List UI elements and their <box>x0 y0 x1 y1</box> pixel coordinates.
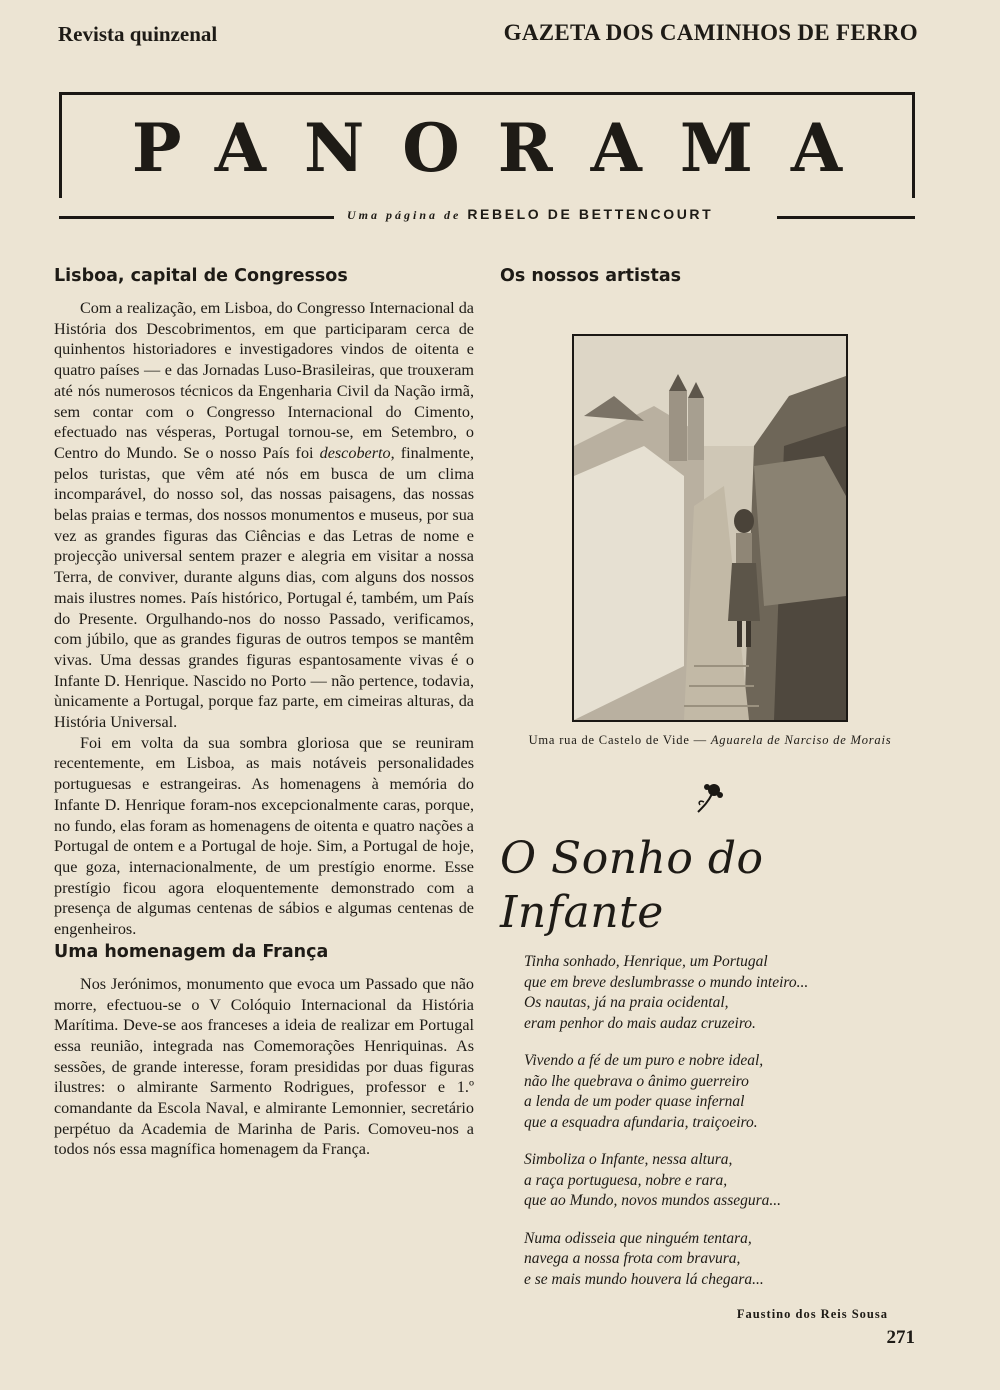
watercolor-illustration <box>572 334 848 722</box>
poem-line: não lhe quebrava o ânimo guerreiro <box>524 1072 749 1090</box>
magazine-title: GAZETA DOS CAMINHOS DE FERRO <box>503 20 918 45</box>
poem-title: O Sonho do Infante <box>500 833 764 938</box>
byline-rule-right <box>777 216 915 219</box>
caption-text: Uma rua de Castelo de Vide — <box>528 733 711 747</box>
panorama-banner <box>59 92 915 198</box>
section-heading-artistas: Os nossos artistas <box>500 266 682 286</box>
paragraph-italic: descoberto <box>319 443 391 462</box>
page-number: 271 <box>886 1327 915 1348</box>
poem-line: Numa odisseia que ninguém tentara, <box>524 1229 752 1247</box>
poem-line: que a esquadra afundaria, traiçoeiro. <box>524 1113 758 1131</box>
poem-line: Os nautas, já na praia ocidental, <box>524 994 729 1011</box>
flower-ornament-icon <box>690 778 730 818</box>
poem-author: Faustino dos Reis Sousa <box>736 1307 888 1321</box>
poem-stanza <box>524 952 920 1034</box>
poem-line: navega a nossa frota com bravura, <box>524 1250 741 1267</box>
poem-line: Tinha sonhado, Henrique, um Portugal <box>524 953 768 970</box>
byline-row <box>59 206 915 226</box>
right-column <box>500 264 920 1322</box>
byline-lead: Uma página de <box>347 208 462 222</box>
article-paragraph <box>54 298 474 733</box>
article-paragraph: Foi em volta da sua sombra gloriosa que se reuniram recentemente, em Lisboa, as mais notáveis personalidades portuguesas e estrangeiras. As homenagens à memória do Infante D. Henrique foram-nos excepcionalmente caras, porque, no fundo, elas foram as homenagens de oitenta e quatro nações a Portugal de ontem e a Portugal de hoje. Sim, a Portugal de hoje, que goza, internacionalmente, de um prestígio enorme. Esse prestígio ficou agora eloquentemente demonstrado com a presença de algumas centenas de sábios e algumas centenas de engenheiros. <box>54 733 474 939</box>
paragraph-text: Com a realização, em Lisboa, do Congresso Internacional da História dos Descobrimentos, em que participaram cerca de quinhentos historiadores e investigadores vindos de oitenta e quatro países — e das Jornadas Luso-Brasileiras, que trouxeram até nós numerosos técnicos da Engenharia Civil da Nação irmã, sem contar com o Congresso Internacional do Cimento, efectuado nas vésperas, Portugal tornou-se, em Setembro, o Centro do Mundo. Se o nosso País foi <box>54 299 474 462</box>
caption-italic: Aguarela de Narciso de Morais <box>710 733 892 747</box>
byline <box>347 206 713 224</box>
poem-stanza <box>524 1051 920 1133</box>
magazine-frequency: Revista quinzenal <box>58 22 218 46</box>
poem-body <box>524 952 920 1290</box>
illustration-caption <box>500 732 920 748</box>
poem-line: e se mais mundo houvera lá chegara... <box>524 1270 764 1288</box>
street-scene-image <box>574 336 846 720</box>
byline-rule-left <box>59 216 334 219</box>
poem-stanza <box>524 1150 920 1212</box>
section-heading-lisboa: Lisboa, capital de Congressos <box>54 266 348 286</box>
poem-line: que ao Mundo, novos mundos assegura... <box>524 1192 782 1209</box>
banner-title: PANORAMA <box>131 109 881 187</box>
section-heading-franca: Uma homenagem da França <box>54 941 329 962</box>
poem-line: Simboliza o Infante, nessa altura, <box>524 1151 733 1168</box>
poem-line: Vivendo a fé de um puro e nobre ideal, <box>524 1052 764 1069</box>
left-column <box>54 264 474 1160</box>
poem-line: a lenda de um poder quase infernal <box>524 1093 745 1110</box>
poem-line: que em breve deslumbrasse o mundo inteiro... <box>524 973 809 991</box>
poem-line: eram penhor do mais audaz cruzeiro. <box>524 1014 756 1032</box>
paragraph-text: , finalmente, pelos turistas, que vêm até nós em busca de um clima incomparável, do nosso sol, das nossas paisagens, das nossas belas praias e termas, dos nossos monumentos e museus, por sua vez as grandes figuras das Ciências e das Letras de nome e projecção universal sentem prazer e alegria em visitar a nossa Terra, de conviver, durante alguns dias, com alguns dos nossos mais ilustres nomes. País histórico, Portugal é, também, um País do Presente. Orgulhando-nos do nosso Passado, verificamos, com júbilo, que as grandes figuras de outros tempos se mantêm vivas. Uma dessas grandes figuras espantosamente vivas é o Infante D. Henrique. Nascido no Porto — não pertence, todavia, ùnicamente a Portugal, porque faz parte, em cimeiras alturas, da História Universal. <box>54 443 474 732</box>
byline-author: REBELO DE BETTENCOURT <box>467 206 714 222</box>
article-paragraph: Nos Jerónimos, monumento que evoca um Passado que não morre, efectuou-se o V Colóquio Internacional da História Marítima. Deve-se aos franceses a ideia de realizar em Portugal essa reunião, integrada nas Comemorações Henriquinas. As sessões, de grande interesse, foram presididas por duas figuras ilustres: o almirante Sarmento Rodrigues, professor e 1.º comandante da Escola Naval, e almirante Lemonnier, secretário perpétuo da Academia de Marinha de Paris. Comoveu-nos a todos nós essa magnífica homenagem da França. <box>54 974 474 1159</box>
poem-line: a raça portuguesa, nobre e rara, <box>524 1171 728 1189</box>
poem-stanza <box>524 1229 920 1291</box>
